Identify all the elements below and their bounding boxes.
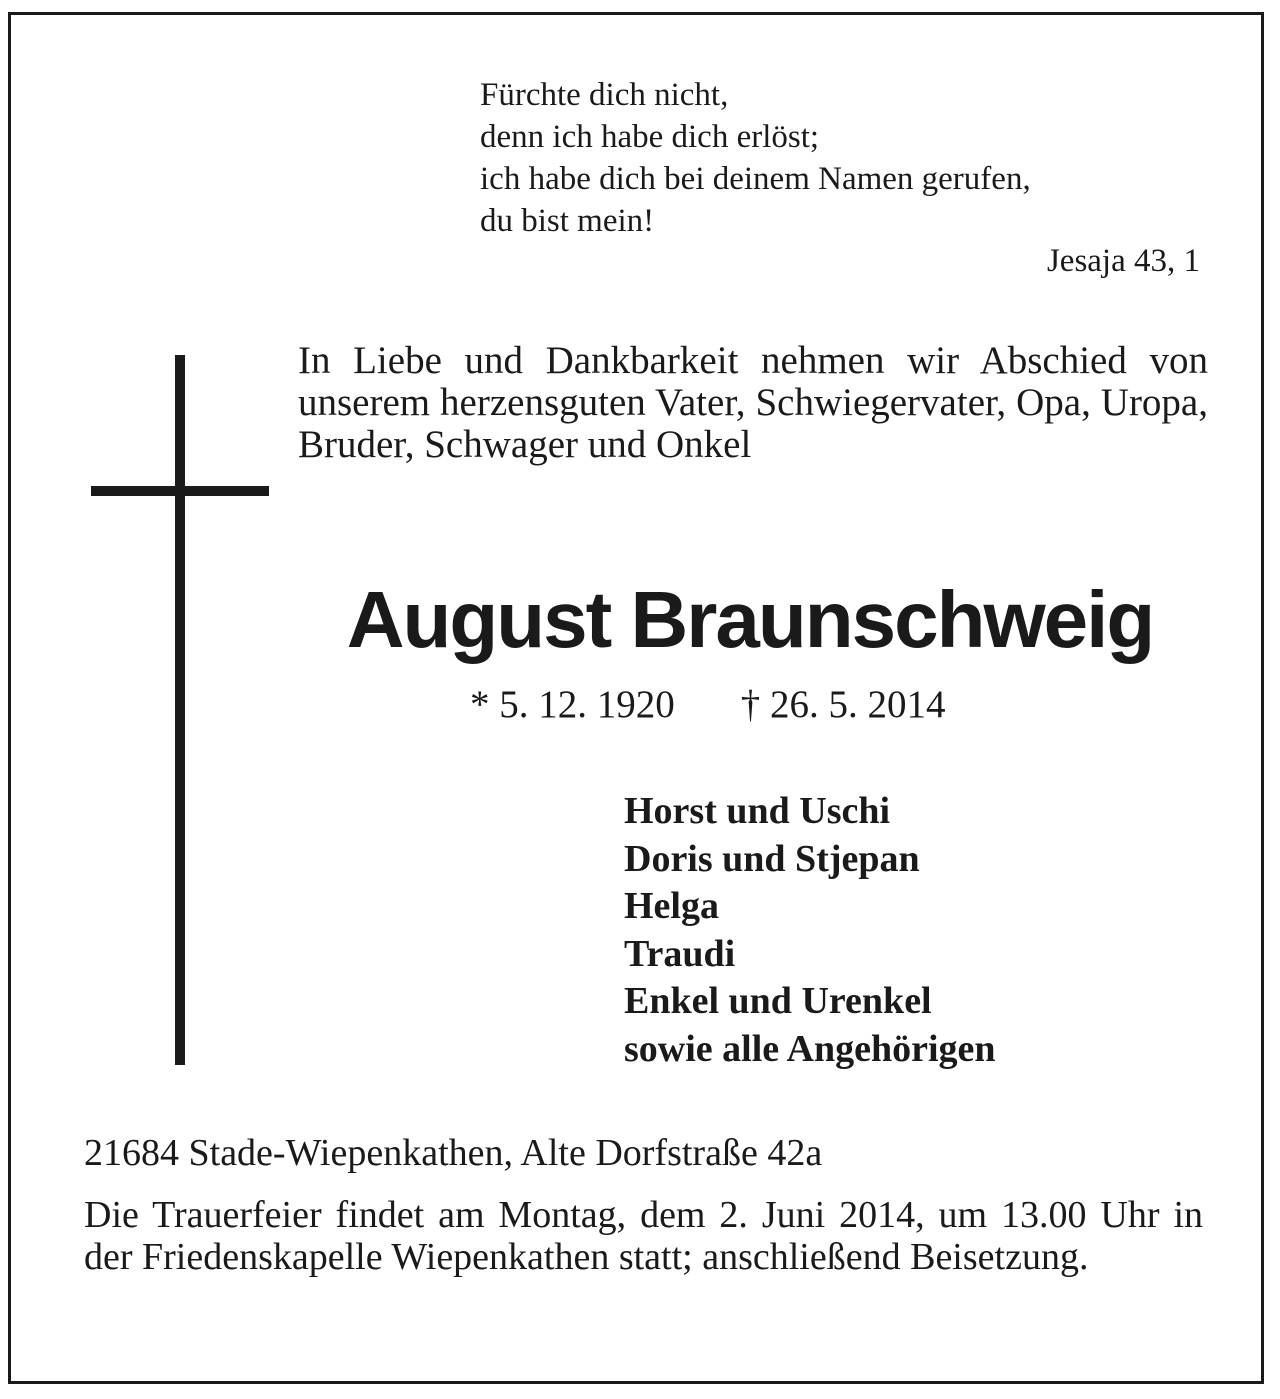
mourners-list	[624, 788, 996, 1073]
deceased-name: August Braunschweig	[346, 575, 1154, 664]
birth-date: * 5. 12. 1920	[470, 683, 675, 726]
verse-line: ich habe dich bei deinem Namen gerufen,	[480, 161, 1031, 197]
intro-text: In Liebe und Dankbarkeit nehmen wir Abschied von unserem herzensguten Vater, Schwiegervater, Opa, Uropa, Bruder, Schwager und Onkel	[298, 339, 1208, 466]
cross-horizontal-bar	[91, 486, 269, 496]
mourner-entry: sowie alle Angehörigen	[624, 1027, 996, 1070]
mourner-entry: Enkel und Urenkel	[624, 980, 932, 1022]
bible-verse	[480, 74, 1200, 242]
mourner-entry: Traudi	[624, 932, 736, 975]
verse-source: Jesaja 43, 1	[1046, 243, 1200, 279]
verse-line: du bist mein!	[480, 203, 655, 239]
verse-line: denn ich habe dich erlöst;	[480, 119, 820, 155]
mourner-entry: Helga	[624, 885, 719, 927]
mourner-entry: Doris und Stjepan	[624, 837, 920, 880]
life-dates	[470, 682, 946, 728]
address: 21684 Stade-Wiepenkathen, Alte Dorfstraße 42a	[84, 1132, 823, 1174]
verse-line: Fürchte dich nicht,	[480, 77, 729, 113]
mourner-entry: Horst und Uschi	[624, 790, 891, 832]
cross-vertical-bar	[175, 355, 185, 1065]
ceremony-notice: Die Trauerfeier findet am Montag, dem 2. Juni 2014, um 13.00 Uhr in der Friedenskapelle Wiepenkathen statt; anschließend Beisetzung.	[84, 1194, 1203, 1278]
death-date: † 26. 5. 2014	[740, 683, 946, 726]
